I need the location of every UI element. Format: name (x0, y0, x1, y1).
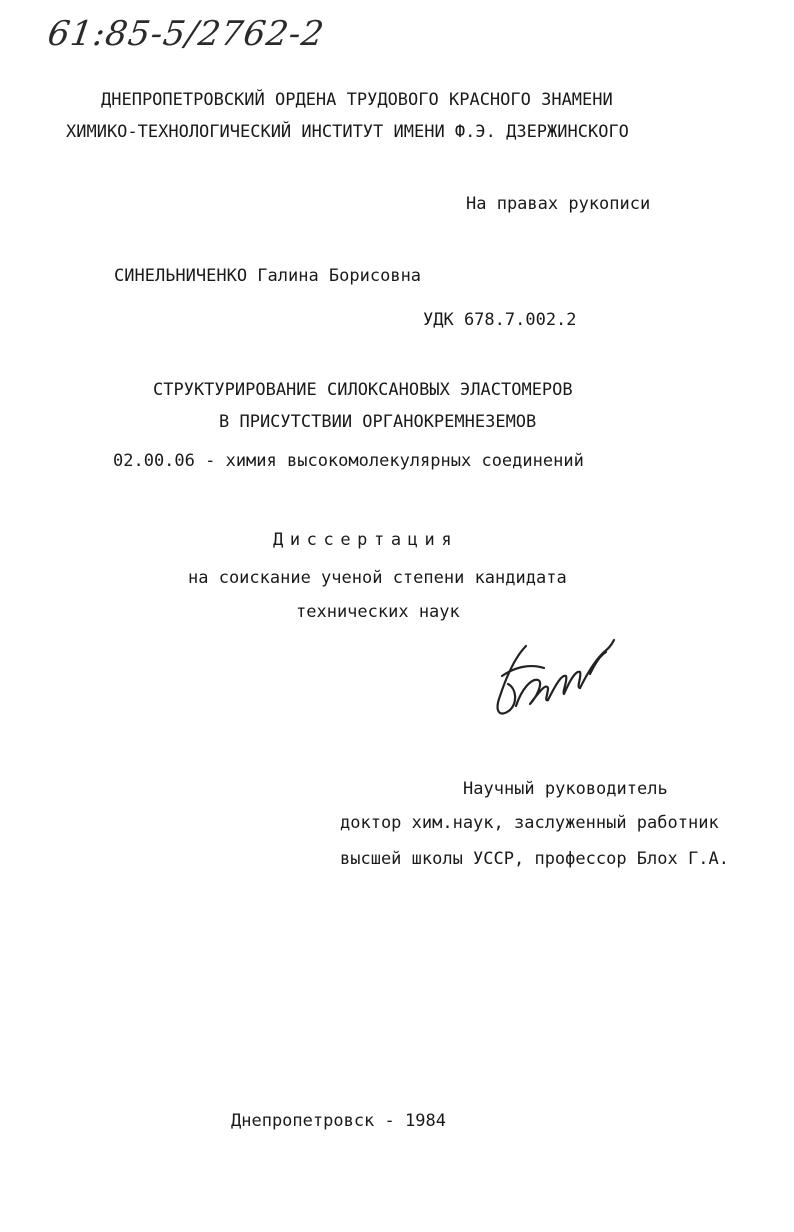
supervisor-line-1: доктор хим.наук, заслуженный работник (340, 813, 719, 833)
title-line-1: СТРУКТУРИРОВАНИЕ СИЛОКСАНОВЫХ ЭЛАСТОМЕРОВ (153, 380, 573, 400)
udk-code: УДК 678.7.002.2 (423, 310, 577, 330)
author-name: СИНЕЛЬНИЧЕНКО Галина Борисовна (114, 266, 422, 286)
handwritten-signature (486, 618, 626, 728)
degree-line-2: технических наук (296, 602, 460, 622)
institution-line-1: ДНЕПРОПЕТРОВСКИЙ ОРДЕНА ТРУДОВОГО КРАСНОГО ЗНАМЕНИ (101, 90, 613, 110)
specialty-line: 02.00.06 - химия высокомолекулярных соединений (113, 451, 584, 471)
degree-line-1: на соискание ученой степени кандидата (188, 568, 567, 588)
handwritten-catalog-mark: 61:85-5/2762-2 (45, 14, 328, 54)
supervisor-label: Научный руководитель (463, 779, 668, 799)
rights-note: На правах рукописи (466, 194, 651, 214)
supervisor-line-2: высшей школы УССР, профессор Блох Г.А. (340, 849, 729, 869)
place-year: Днепропетровск - 1984 (231, 1111, 446, 1131)
work-type: Диссертация (273, 530, 459, 550)
institution-line-2: ХИМИКО-ТЕХНОЛОГИЧЕСКИЙ ИНСТИТУТ ИМЕНИ Ф.Э. ДЗЕРЖИНСКОГО (66, 122, 629, 142)
title-line-2: В ПРИСУТСТВИИ ОРГАНОКРЕМНЕЗЕМОВ (219, 412, 537, 432)
